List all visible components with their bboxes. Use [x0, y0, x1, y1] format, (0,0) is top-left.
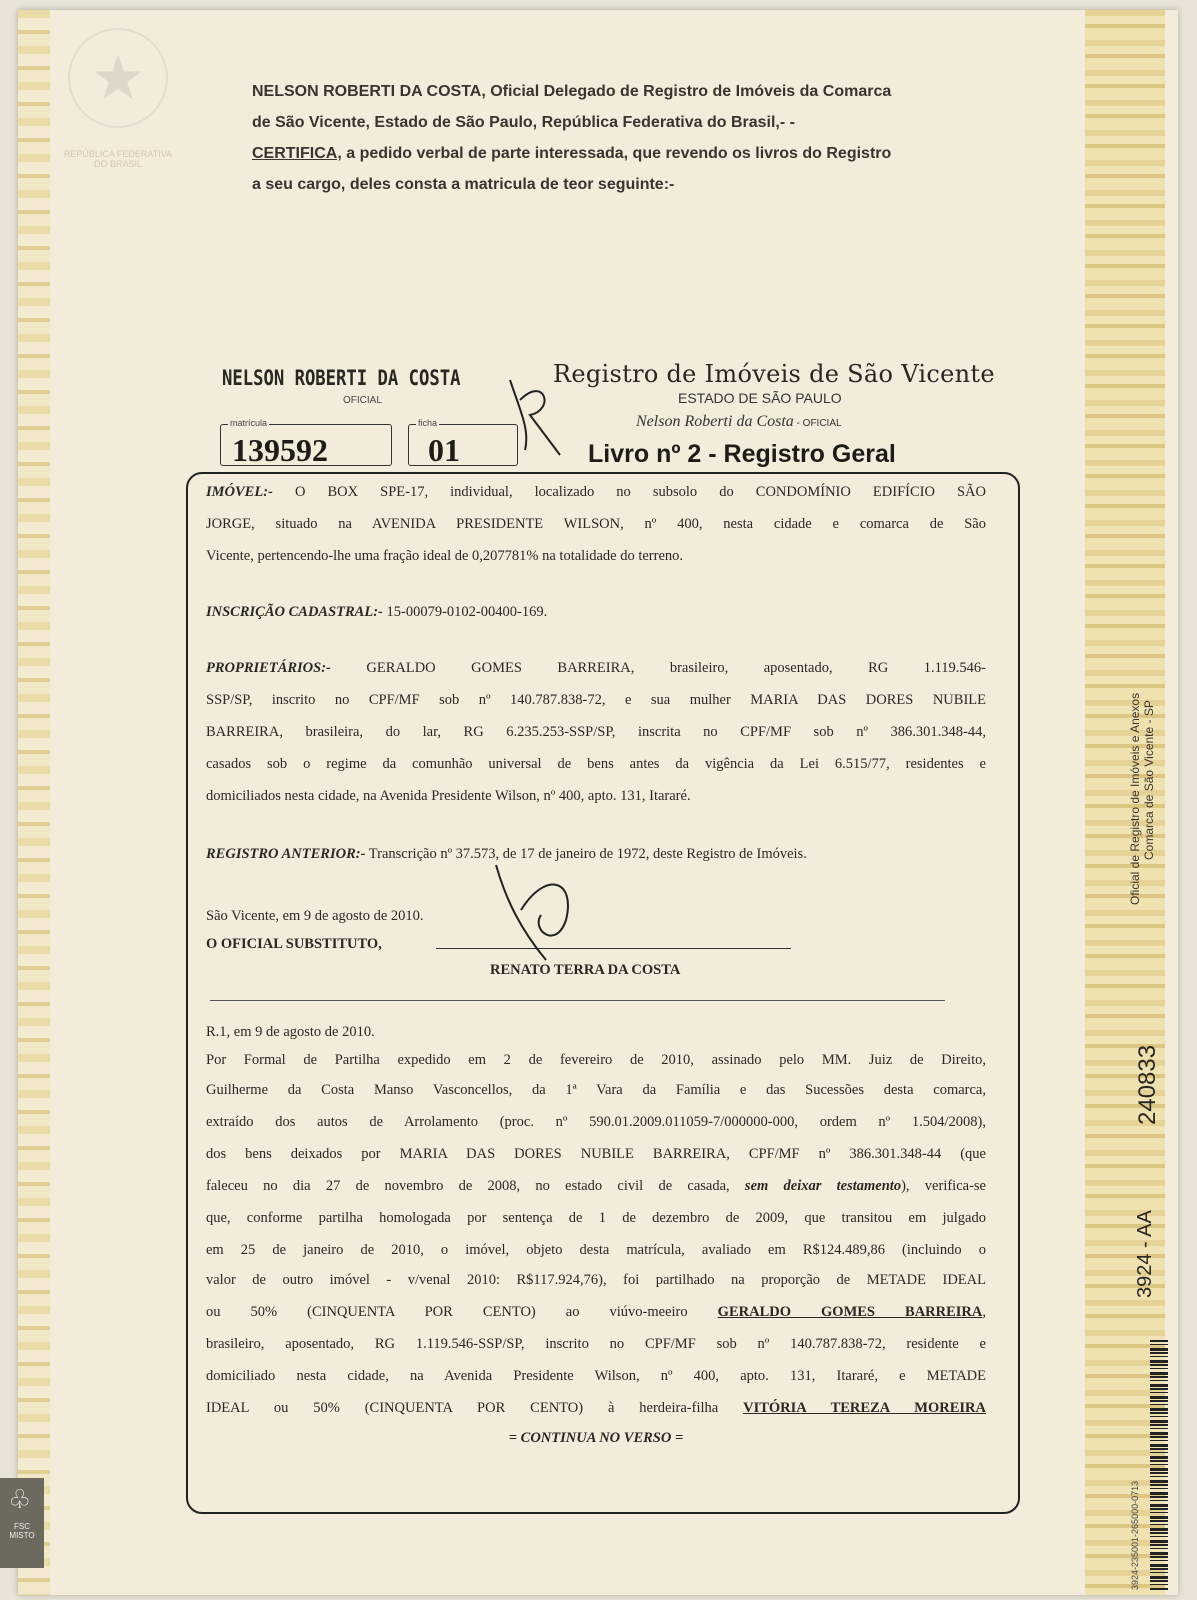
cert-line-4: a seu cargo, deles consta a matricula de teor seguinte:- — [252, 176, 675, 193]
registry-officer — [636, 413, 842, 431]
section-separator — [210, 1000, 945, 1001]
cert-line-2: de São Vicente, Estado de São Paulo, República Federativa do Brasil,- - — [252, 114, 795, 131]
r1-line-9 — [206, 1304, 986, 1321]
prop-line-5: domiciliados nesta cidade, na Avenida Presidente Wilson, nº 400, apto. 131, Itararé. — [206, 788, 691, 804]
r1-l9a: ou 50% (CINQUENTA POR CENTO) ao viúvo-meeiro — [206, 1304, 718, 1320]
r1-line-3: extraído dos autos de Arrolamento (proc. nº 590.01.2009.011059-7/000000-000, ordem nº 1.504/2008), — [206, 1114, 986, 1130]
date-line: São Vicente, em 9 de agosto de 2010. — [206, 908, 424, 924]
r1-line-5 — [206, 1178, 986, 1195]
certifica-word: CERTIFICA, — [252, 145, 342, 162]
imovel-text-1: O BOX SPE-17, individual, localizado no subsolo do CONDOMÍNIO EDIFÍCIO SÃO — [272, 484, 986, 500]
livro-title: Livro nº 2 - Registro Geral — [588, 440, 896, 468]
cert-line-3 — [252, 138, 1012, 169]
r1-line-4: dos bens deixados por MARIA DAS DORES NUBILE BARREIRA, CPF/MF nº 386.301.348-44 (que — [206, 1146, 986, 1162]
ficha-number: 01 — [428, 432, 460, 468]
cert-line-3-rest: a pedido verbal de parte interessada, que revendo os livros do Registro — [341, 145, 892, 162]
prop-line-2: SSP/SP, inscrito no CPF/MF sob nº 140.787.838-72, e sua mulher MARIA DAS DORES NUBILE — [206, 692, 986, 708]
certification-header — [252, 76, 1012, 200]
r1-line-6: que, conforme partilha homologada por sentença de 1 de dezembro de 2009, que transitou em julgado — [206, 1210, 986, 1226]
r1-l12a: IDEAL ou 50% (CINQUENTA POR CENTO) à herdeira-filha — [206, 1400, 744, 1416]
signature-top — [500, 370, 570, 460]
prop-text-1: GERALDO GOMES BARREIRA, brasileiro, aposentado, RG 1.119.546- — [330, 660, 986, 676]
ficha-label: ficha — [418, 418, 438, 428]
prop-line-4: casados sob o regime da comunhão universal de bens antes da vigência da Lei 6.515/77, residentes e — [206, 756, 986, 772]
r1-sem-testamento: sem deixar testamento — [744, 1178, 902, 1194]
barcode-text: 3924-235001-265000-0713 — [1130, 1480, 1140, 1590]
coat-of-arms-seal-icon: ★ — [68, 28, 168, 128]
cert-line-1: NELSON ROBERTI DA COSTA, Oficial Delegado de Registro de Imóveis da Comarca — [252, 83, 892, 100]
registry-state: ESTADO DE SÃO PAULO — [678, 390, 842, 406]
reg-ant-label: REGISTRO ANTERIOR:- — [206, 846, 366, 862]
signer-name: RENATO TERRA DA COSTA — [490, 962, 681, 978]
signature-middle — [486, 860, 596, 970]
prop-line-1 — [206, 660, 986, 677]
continua-no-verso: = CONTINUA NO VERSO = — [508, 1430, 684, 1446]
officer-script-name: Nelson Roberti da Costa — [636, 413, 794, 430]
registry-title: Registro de Imóveis de São Vicente — [553, 360, 995, 388]
paper-left-border — [18, 10, 50, 1595]
imovel-line-1 — [206, 484, 986, 501]
side-series-code: 3924 - AA — [1134, 1210, 1156, 1298]
matricula-label: matrícula — [230, 418, 268, 428]
side-serial-number: 240833 — [1134, 1044, 1161, 1125]
registro-anterior-line — [206, 846, 986, 863]
reg-ant-value: Transcrição nº 37.573, de 17 de janeiro de 1972, deste Registro de Imóveis. — [365, 846, 807, 862]
r1-l5a: faleceu no dia 27 de novembro de 2008, no estado civil de casada, — [206, 1178, 745, 1194]
seal-label: REPÚBLICA FEDERATIVA DO BRASIL — [63, 149, 173, 169]
inscricao-label: INSCRIÇÃO CADASTRAL:- — [206, 604, 383, 620]
r1-line-7: em 25 de janeiro de 2010, o imóvel, objeto desta matrícula, avaliado em R$124.489,86 (incluindo o — [206, 1242, 986, 1258]
fsc-tree-icon: ♧ — [8, 1484, 32, 1514]
imovel-line-2: JORGE, situado na AVENIDA PRESIDENTE WILSON, nº 400, nesta cidade e comarca de São — [206, 516, 986, 532]
r1-line-11: domiciliado nesta cidade, na Avenida Presidente Wilson, nº 400, apto. 131, Itararé, e METADE — [206, 1368, 986, 1384]
fsc-label-box — [0, 1478, 44, 1568]
inscricao-line — [206, 604, 986, 621]
prop-label: PROPRIETÁRIOS:- — [206, 660, 331, 676]
matricula-number: 139592 — [232, 432, 328, 468]
matricula-frame — [186, 472, 1020, 1514]
inscricao-value: 15-00079-0102-00400-169. — [382, 604, 548, 620]
fsc-label: FSC — [14, 1522, 30, 1531]
r1-head: R.1, em 9 de agosto de 2010. — [206, 1024, 375, 1040]
prop-line-3: BARREIRA, brasileira, do lar, RG 6.235.253-SSP/SP, inscrita no CPF/MF sob nº 386.301.348-44, — [206, 724, 986, 740]
side-comarca-text: Comarca de São Vicente - SP — [1142, 700, 1156, 860]
stamp-officer-role: OFICIAL — [343, 395, 382, 406]
r1-vitoria: VITÓRIA TEREZA MOREIRA — [743, 1400, 986, 1416]
side-office-text: Oficial de Registro de Imóveis e Anexos — [1128, 692, 1142, 905]
r1-line-1: Por Formal de Partilha expedido em 2 de fevereiro de 2010, assinado pelo MM. Juiz de Direito, — [206, 1052, 986, 1068]
r1-geraldo: GERALDO GOMES BARREIRA — [717, 1304, 983, 1320]
barcode — [1150, 1340, 1168, 1590]
substituto-line: O OFICIAL SUBSTITUTO, — [206, 936, 382, 952]
r1-line-12 — [206, 1400, 986, 1417]
fsc-sub: MISTO — [9, 1531, 35, 1540]
r1-l5c: ), verifica-se — [901, 1178, 986, 1194]
stamp-officer-name: NELSON ROBERTI DA COSTA — [222, 366, 461, 390]
r1-line-8: valor de outro imóvel - v/venal 2010: R$117.924,76), foi partilhado na proporção de METADE IDEAL — [206, 1272, 986, 1288]
r1-line-10: brasileiro, aposentado, RG 1.119.546-SSP/SP, inscrito no CPF/MF sob nº 140.787.838-72, residente e — [206, 1336, 986, 1352]
imovel-line-3: Vicente, pertencendo-lhe uma fração ideal de 0,207781% na totalidade do terreno. — [206, 548, 684, 564]
r1-l9c: , — [982, 1304, 987, 1320]
officer-role: - OFICIAL — [793, 418, 842, 429]
imovel-label: IMÓVEL:- — [206, 484, 273, 500]
r1-line-2: Guilherme da Costa Manso Vasconcellos, da 1ª Vara da Família e das Sucessões desta comarca, — [206, 1082, 986, 1098]
